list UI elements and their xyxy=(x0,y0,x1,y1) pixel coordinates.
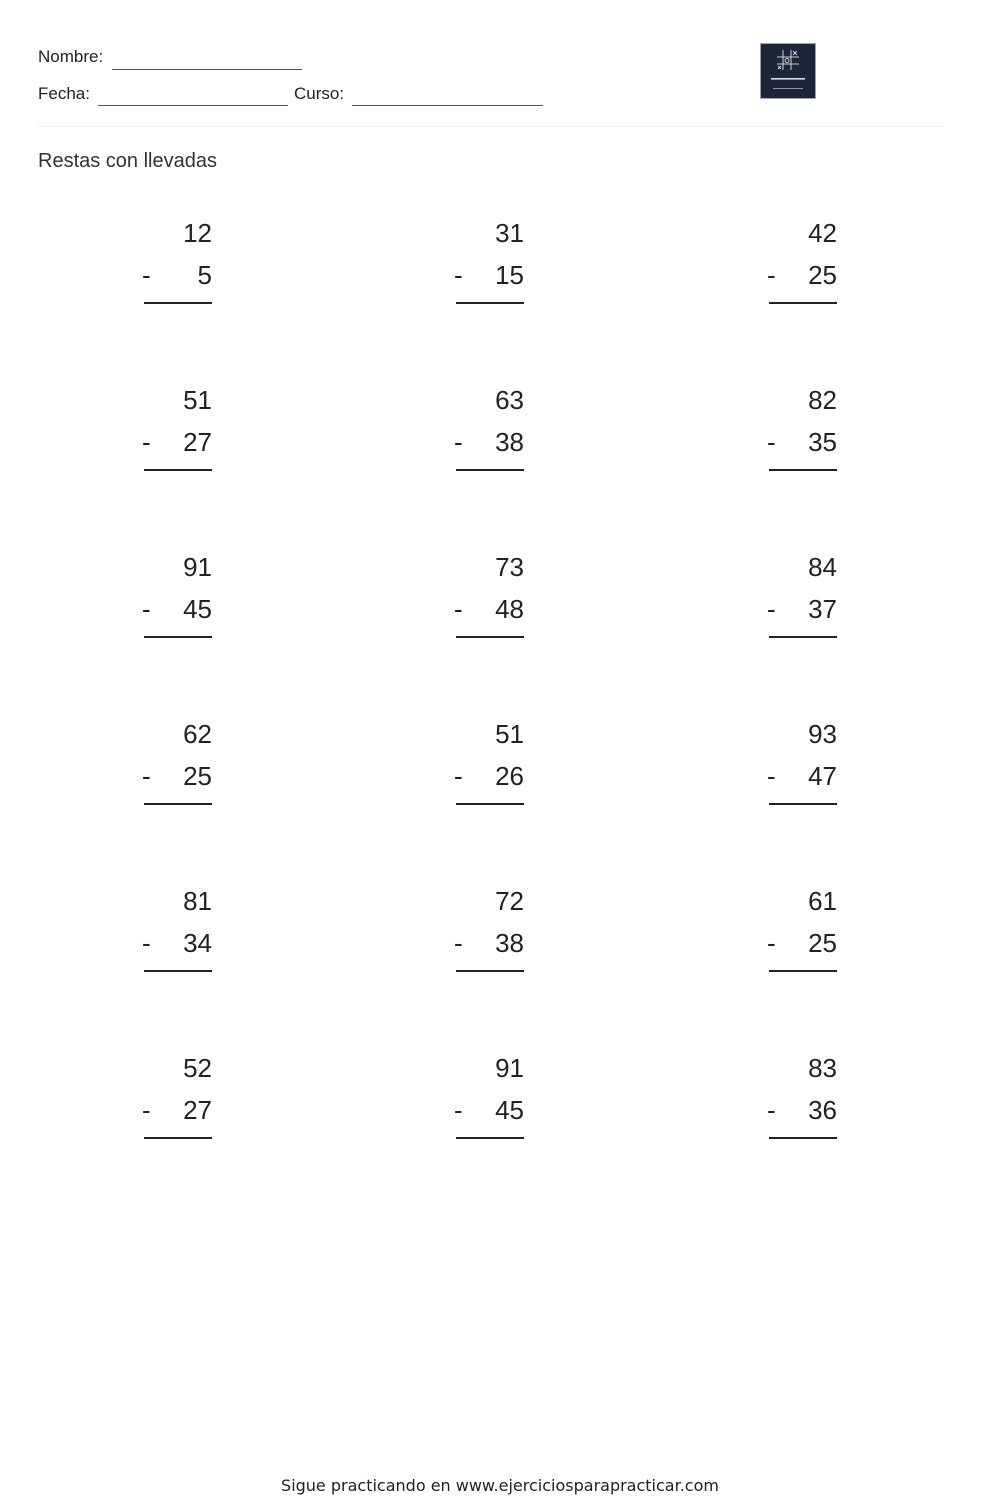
subtraction-problem xyxy=(456,1053,526,1143)
answer-line[interactable] xyxy=(769,1137,837,1139)
subtrahend: 38 xyxy=(495,928,524,958)
name-label: Nombre: xyxy=(38,47,104,66)
subtrahend: 27 xyxy=(183,427,212,457)
answer-line[interactable] xyxy=(144,1137,212,1139)
minuend: 81 xyxy=(183,886,212,916)
course-label: Curso: xyxy=(294,84,345,103)
minus-sign: - xyxy=(454,1095,463,1125)
minus-sign: - xyxy=(142,761,151,791)
minus-sign: - xyxy=(767,427,776,457)
answer-line[interactable] xyxy=(456,636,524,638)
subtrahend: 25 xyxy=(808,260,837,290)
subtraction-problem xyxy=(769,1053,839,1143)
subtrahend: 36 xyxy=(808,1095,837,1125)
answer-line[interactable] xyxy=(456,970,524,972)
subtraction-problem xyxy=(144,218,214,308)
subtraction-problem xyxy=(144,886,214,976)
answer-line[interactable] xyxy=(769,302,837,304)
subtraction-problem xyxy=(144,552,214,642)
minuend: 82 xyxy=(808,385,837,415)
minus-sign: - xyxy=(767,594,776,624)
name-field[interactable] xyxy=(112,69,302,70)
subtrahend: 25 xyxy=(808,928,837,958)
minus-sign: - xyxy=(142,928,151,958)
minuend: 61 xyxy=(808,886,837,916)
subtraction-problem xyxy=(456,719,526,809)
date-field[interactable] xyxy=(98,105,288,106)
minus-sign: - xyxy=(454,260,463,290)
minuend: 84 xyxy=(808,552,837,582)
subtraction-problem xyxy=(769,719,839,809)
minus-sign: - xyxy=(142,594,151,624)
subtrahend: 45 xyxy=(495,1095,524,1125)
minuend: 72 xyxy=(495,886,524,916)
answer-line[interactable] xyxy=(769,803,837,805)
tic-tac-toe-logo-icon xyxy=(761,44,815,98)
subtraction-problem xyxy=(769,552,839,642)
minuend: 12 xyxy=(183,218,212,248)
header-divider xyxy=(38,126,942,127)
minus-sign: - xyxy=(767,260,776,290)
answer-line[interactable] xyxy=(456,803,524,805)
subtrahend: 15 xyxy=(495,260,524,290)
worksheet-title: Restas con llevadas xyxy=(38,150,217,172)
minus-sign: - xyxy=(142,427,151,457)
minus-sign: - xyxy=(454,761,463,791)
minus-sign: - xyxy=(454,427,463,457)
answer-line[interactable] xyxy=(456,302,524,304)
footer-text: Sigue practicando en www.ejerciciosparapracticar.com xyxy=(281,1476,719,1495)
subtraction-problem xyxy=(456,385,526,475)
subtraction-problem xyxy=(769,385,839,475)
subtrahend: 25 xyxy=(183,761,212,791)
subtrahend: 5 xyxy=(197,260,212,290)
subtraction-problem xyxy=(456,886,526,976)
subtrahend: 48 xyxy=(495,594,524,624)
minuend: 51 xyxy=(495,719,524,749)
subtraction-problem xyxy=(144,1053,214,1143)
minus-sign: - xyxy=(767,1095,776,1125)
date-label: Fecha: xyxy=(38,84,90,103)
subtraction-problem xyxy=(769,218,839,308)
answer-line[interactable] xyxy=(144,469,212,471)
minuend: 52 xyxy=(183,1053,212,1083)
answer-line[interactable] xyxy=(769,636,837,638)
minuend: 62 xyxy=(183,719,212,749)
answer-line[interactable] xyxy=(144,302,212,304)
subtrahend: 37 xyxy=(808,594,837,624)
minuend: 83 xyxy=(808,1053,837,1083)
minus-sign: - xyxy=(767,761,776,791)
minuend: 42 xyxy=(808,218,837,248)
subtrahend: 26 xyxy=(495,761,524,791)
subtraction-problem xyxy=(144,385,214,475)
subtrahend: 35 xyxy=(808,427,837,457)
answer-line[interactable] xyxy=(144,970,212,972)
subtraction-problem xyxy=(769,886,839,976)
answer-line[interactable] xyxy=(769,970,837,972)
subtrahend: 38 xyxy=(495,427,524,457)
answer-line[interactable] xyxy=(769,469,837,471)
answer-line[interactable] xyxy=(144,636,212,638)
minus-sign: - xyxy=(454,594,463,624)
minus-sign: - xyxy=(767,928,776,958)
subtraction-problem xyxy=(456,552,526,642)
answer-line[interactable] xyxy=(456,1137,524,1139)
subtrahend: 27 xyxy=(183,1095,212,1125)
answer-line[interactable] xyxy=(456,469,524,471)
minuend: 73 xyxy=(495,552,524,582)
minuend: 31 xyxy=(495,218,524,248)
brand-logo xyxy=(760,43,816,99)
minuend: 63 xyxy=(495,385,524,415)
minus-sign: - xyxy=(142,260,151,290)
minus-sign: - xyxy=(142,1095,151,1125)
subtraction-problem xyxy=(144,719,214,809)
minuend: 51 xyxy=(183,385,212,415)
subtrahend: 34 xyxy=(183,928,212,958)
minus-sign: - xyxy=(454,928,463,958)
subtrahend: 47 xyxy=(808,761,837,791)
minuend: 91 xyxy=(495,1053,524,1083)
answer-line[interactable] xyxy=(144,803,212,805)
course-field[interactable] xyxy=(352,105,543,106)
minuend: 93 xyxy=(808,719,837,749)
subtrahend: 45 xyxy=(183,594,212,624)
subtraction-problem xyxy=(456,218,526,308)
minuend: 91 xyxy=(183,552,212,582)
